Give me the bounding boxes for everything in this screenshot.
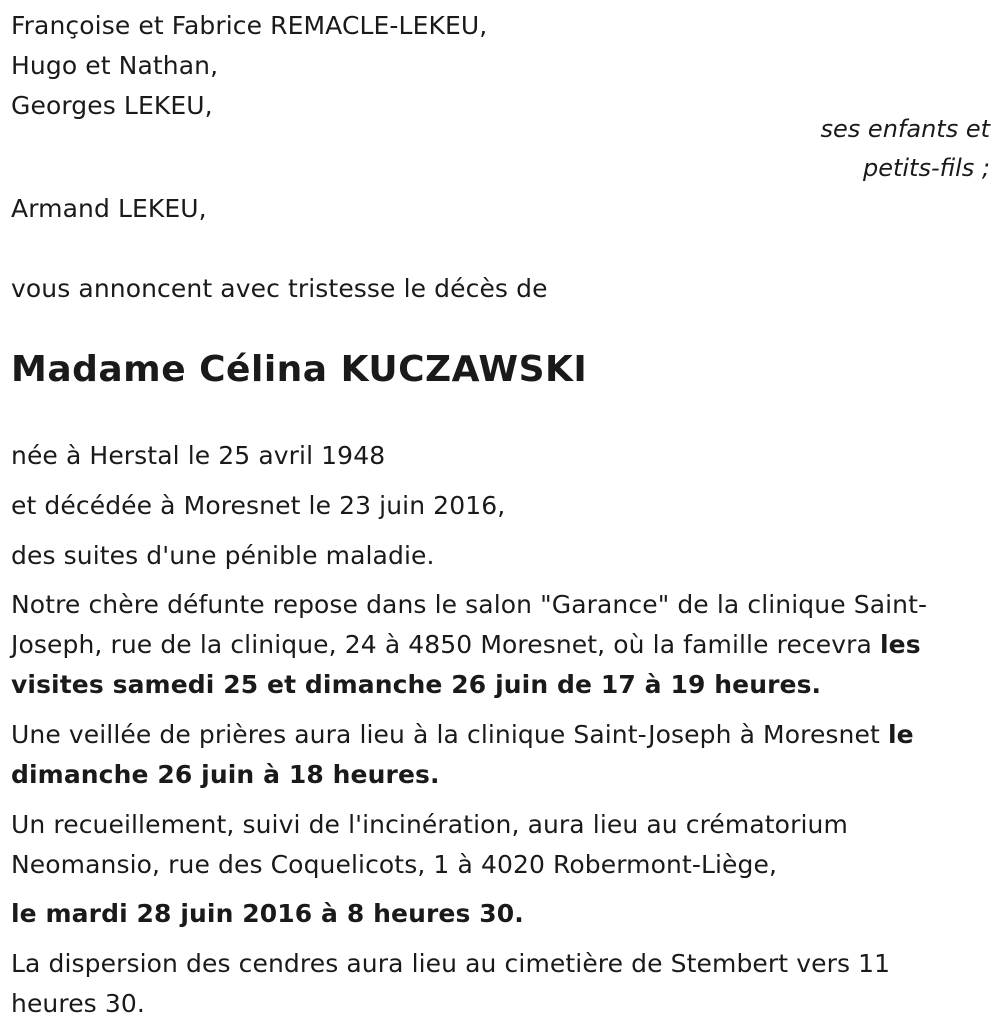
family-line-2: Hugo et Nathan, [11, 51, 219, 80]
family-line-1: Françoise et Fabrice REMACLE-LEKEU, [11, 11, 488, 40]
visits-paragraph [11, 585, 991, 705]
relation-line-1: ses enfants et [820, 115, 990, 143]
announcement-text: vous annoncent avec tristesse le décès de [11, 274, 548, 303]
vigil-text: Une veillée de prières aura lieu à la clinique Saint-Joseph à Moresnet [11, 720, 888, 749]
family-line-4: Armand LEKEU, [11, 194, 207, 223]
visits-schedule: les visites samedi 25 et dimanche 26 juin de 17 à 19 heures. [11, 630, 921, 699]
deceased-name: Madame Célina KUCZAWSKI [11, 349, 588, 390]
death-info: et décédée à Moresnet le 23 juin 2016, [11, 491, 506, 520]
vigil-paragraph [11, 715, 991, 795]
cause-info: des suites d'une pénible maladie. [11, 541, 435, 570]
ceremony-paragraph: Un recueillement, suivi de l'incinération, aura lieu au crématorium Neomansio, rue des Coquelicots, 1 à 4020 Robermont-Liège, [11, 810, 848, 879]
birth-info: née à Herstal le 25 avril 1948 [11, 441, 386, 470]
relation-line-2: petits-fils ; [862, 154, 990, 182]
dispersion-paragraph: La dispersion des cendres aura lieu au cimetière de Stembert vers 11 heures 30. [11, 949, 891, 1018]
visits-text: Notre chère défunte repose dans le salon "Garance" de la clinique Saint-Joseph, rue de la clinique, 24 à 4850 Moresnet, où la famille recevra [11, 590, 928, 659]
ceremony-schedule: le mardi 28 juin 2016 à 8 heures 30. [11, 899, 524, 928]
vigil-schedule: le dimanche 26 juin à 18 heures. [11, 720, 914, 789]
family-line-3: Georges LEKEU, [11, 91, 213, 120]
